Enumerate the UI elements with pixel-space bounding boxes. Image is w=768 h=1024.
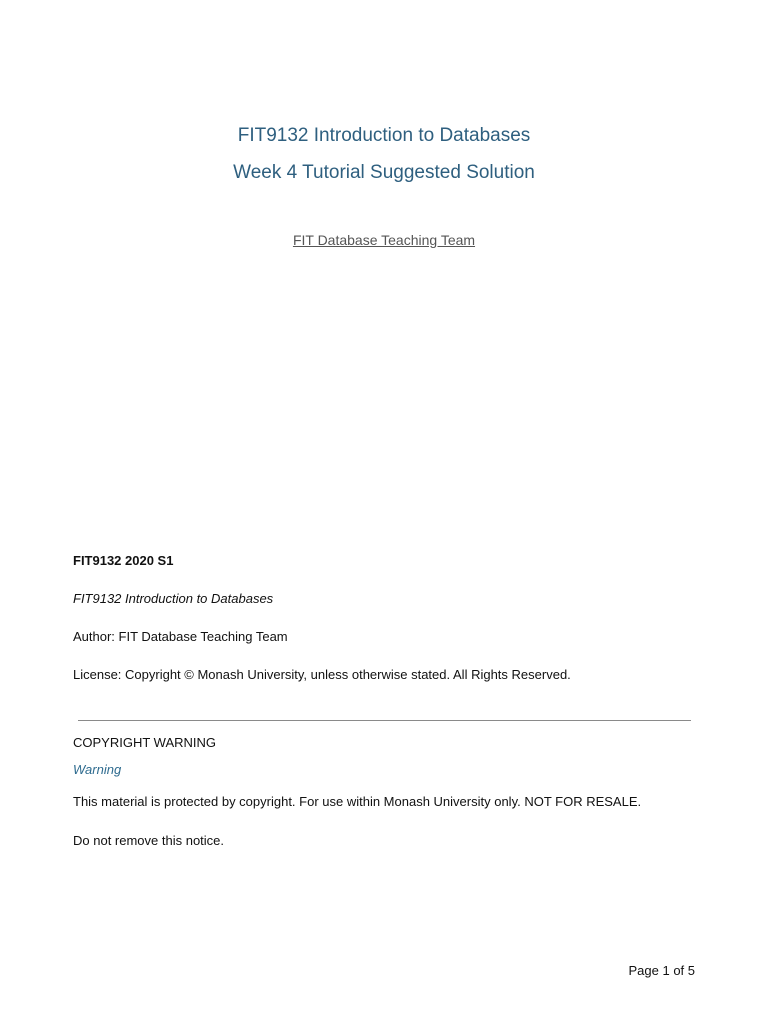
- document-title: Week 4 Tutorial Suggested Solution: [233, 162, 535, 183]
- warning-label: Warning: [73, 762, 122, 777]
- course-code: FIT9132 2020 S1: [73, 553, 174, 568]
- copyright-protected-text: This material is protected by copyright. For use within Monash University only. NOT FOR RESALE.: [73, 794, 642, 809]
- horizontal-divider: [78, 720, 691, 721]
- copyright-warning-heading: COPYRIGHT WARNING: [73, 735, 217, 750]
- notice-text: Do not remove this notice.: [73, 833, 225, 848]
- license-line: License: Copyright © Monash University, unless otherwise stated. All Rights Reserved.: [73, 667, 571, 682]
- author-line: Author: FIT Database Teaching Team: [73, 629, 288, 644]
- page-number: Page 1 of 5: [628, 963, 695, 978]
- course-title: FIT9132 Introduction to Databases: [237, 125, 531, 146]
- teaching-team-link[interactable]: FIT Database Teaching Team: [292, 232, 476, 248]
- course-name: FIT9132 Introduction to Databases: [73, 591, 274, 606]
